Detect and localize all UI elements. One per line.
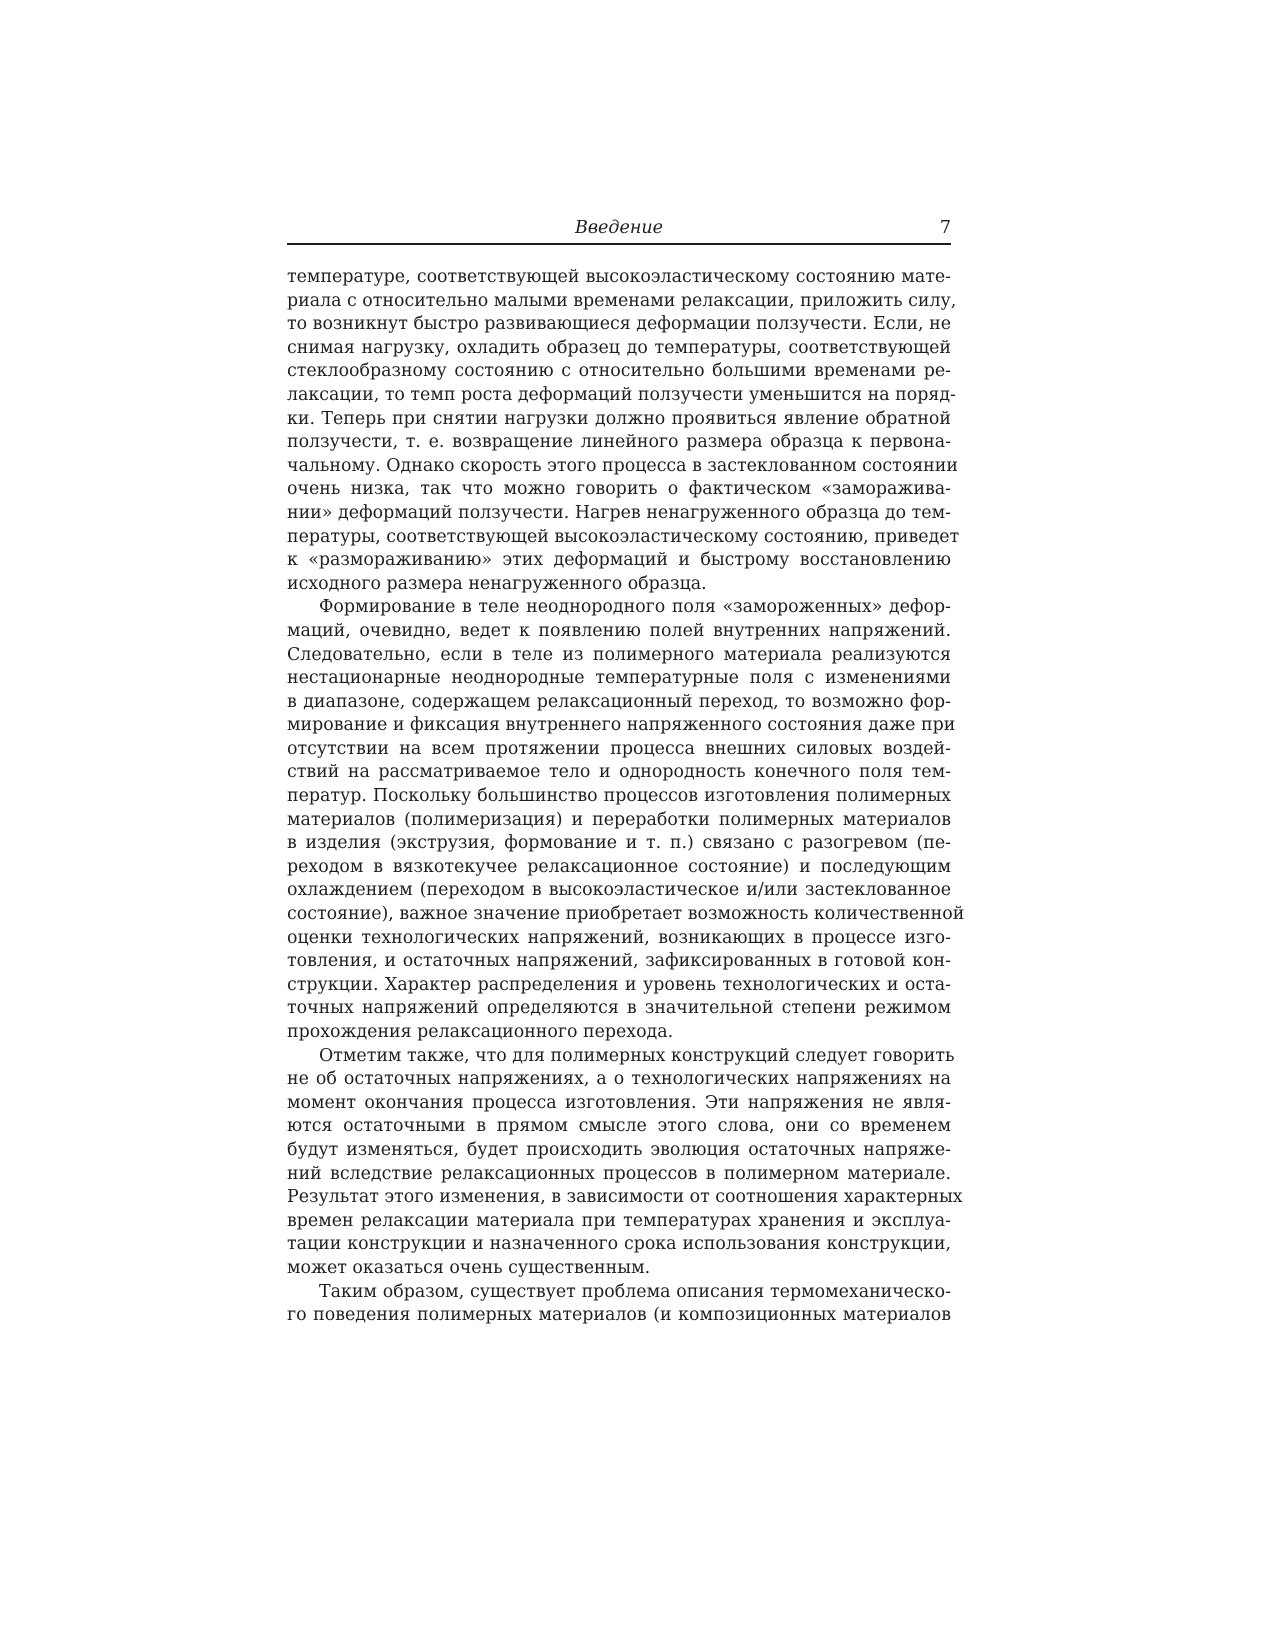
text-line: снимая нагрузку, охладить образец до температуры, соответствующей [287,337,951,358]
text-line: прохождения релаксационного перехода. [287,1022,674,1042]
text-line: может оказаться очень существенным. [287,1257,651,1278]
text-line: времен релаксации материала при температурах хранения и эксплуа- [287,1210,951,1231]
text-line: точных напряжений определяются в значительной степени режимом [287,998,951,1019]
text-line: к «размораживанию» этих деформаций и быстрому восстановлению [287,550,951,571]
text-line: отсутствии на всем протяжении процесса внешних силовых воздей- [287,738,951,759]
text-line: в диапазоне, содержащем релаксационный переход, то возможно фор- [287,691,951,712]
text-line: реходом в вязкотекучее релаксационное состояние) и последующим [287,856,951,877]
paragraph [287,1281,951,1328]
text-line: нестационарные неоднородные температурные поля с изменениями [287,668,951,689]
text-line: чальному. Однако скорость этого процесса в застеклованном состоянии [287,455,958,476]
running-header [287,217,951,245]
text-line: состояние), важное значение приобретает возможность количественной [287,904,965,925]
text-line: Результат этого изменения, в зависимости от соотношения характерных [287,1187,963,1208]
text-line: Формирование в теле неоднородного поля «замороженных» дефор- [319,597,951,618]
text-line: момент окончания процесса изготовления. Эти напряжения не явля- [287,1092,951,1113]
text-line: ются остаточными в прямом смысле этого слова, они со временем [287,1116,951,1137]
text-line: нии» деформаций ползучести. Нагрев ненагруженного образца до тем- [287,502,951,523]
body-text [287,266,965,1328]
text-line: маций, очевидно, ведет к появлению полей внутренних напряжений. [287,620,951,641]
text-line: Отметим также, что для полимерных конструкций следует говорить [319,1045,955,1066]
text-line: не об остаточных напряжениях, а о технологических напряжениях на [287,1069,951,1090]
text-line: пературы, соответствующей высокоэластическому состоянию, приведет [287,526,960,547]
text-line: тации конструкции и назначенного срока использования конструкции, [287,1234,951,1255]
text-line: оценки технологических напряжений, возникающих в процессе изго- [287,927,951,948]
text-line: ки. Теперь при снятии нагрузки должно проявиться явление обратной [287,408,951,429]
text-line: будут изменяться, будет происходить эволюция остаточных напряже- [287,1139,951,1160]
text-line: ползучести, т. е. возвращение линейного размера образца к первона- [287,432,951,453]
paragraph [287,1045,963,1281]
paragraph [287,596,965,1044]
text-line: материалов (полимеризация) и переработки полимерных материалов [287,809,951,830]
text-line: ний вследствие релаксационных процессов в полимерном материале. [287,1163,951,1184]
text-line: струкции. Характер распределения и уровень технологических и оста- [287,974,951,995]
text-line: лаксации, то темп роста деформаций ползучести уменьшится на поряд- [287,384,956,405]
paragraph [287,266,960,596]
text-line: очень низка, так что можно говорить о фактическом «заморажива- [287,479,951,500]
text-line: ператур. Поскольку большинство процессов изготовления полимерных [287,786,951,807]
text-line: Следовательно, если в теле из полимерного материала реализуются [287,644,951,665]
text-line: мирование и фиксация внутреннего напряженного состояния даже при [287,715,956,736]
text-line: Таким образом, существует проблема описания термомеханическо- [319,1281,951,1302]
text-line: то возникнут быстро развивающиеся деформации ползучести. Если, не [287,314,951,335]
running-title: Введение [574,218,663,238]
text-line: температуре, соответствующей высокоэластическому состоянию мате- [287,267,951,287]
text-line: риала с относительно малыми временами релаксации, приложить силу, [287,290,957,311]
text-line: охлаждением (переходом в высокоэластическое и/или застеклованное [287,880,951,901]
text-line: ствий на рассматриваемое тело и однородность конечного поля тем- [287,762,951,783]
text-line: го поведения полимерных материалов (и композиционных материалов [287,1305,951,1326]
text-line: исходного размера ненагруженного образца. [287,573,707,594]
page-number: 7 [939,218,951,238]
text-line: товления, и остаточных напряжений, зафиксированных в готовой кон- [287,951,951,972]
text-line: стеклообразному состоянию с относительно большими временами ре- [287,361,951,382]
text-line: в изделия (экструзия, формование и т. п.) связано с разогревом (пе- [287,833,951,854]
